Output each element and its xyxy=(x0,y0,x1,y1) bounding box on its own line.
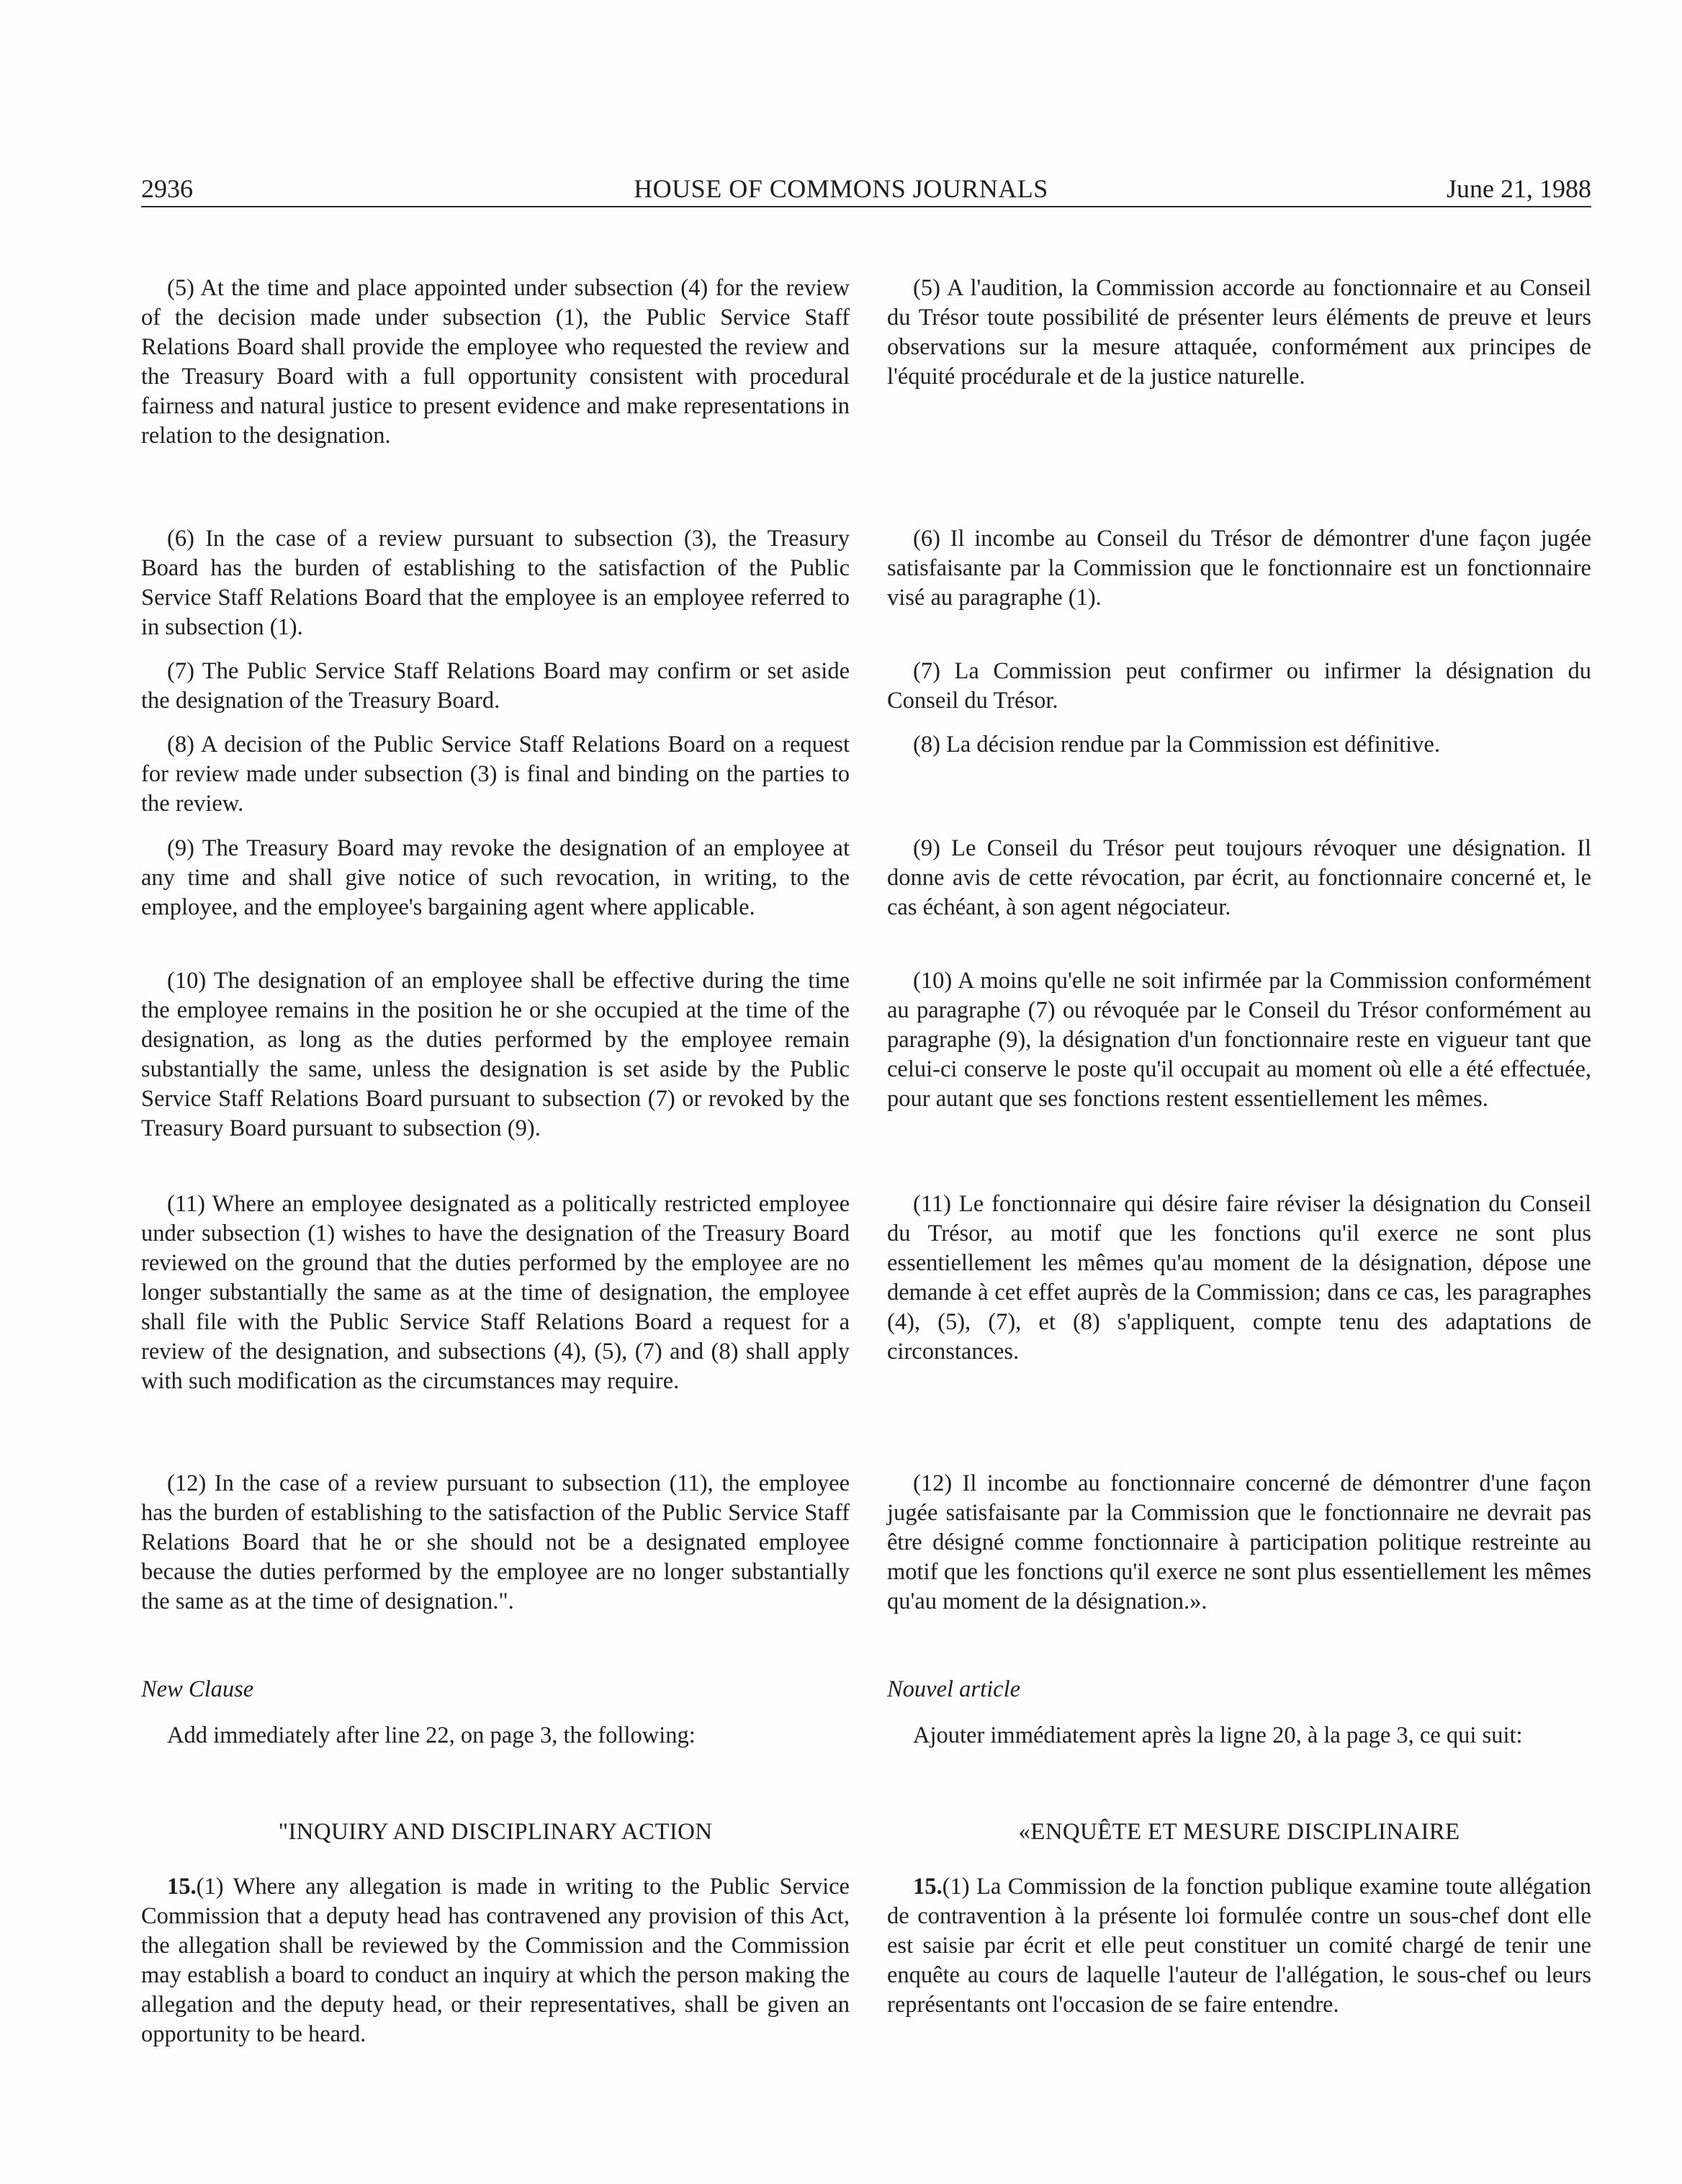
fr-subsection-11: (11) Le fonctionnaire qui désire faire réviser la désignation du Conseil du Trésor, au motif que les fonctions qu'il exerce ne sont plus essentiellement les mêmes qu'au moment de la désignation, dépose une demande à cet effet auprès de la Commission; dans ce cas, les paragraphes (4), (5), (7), et (8) s'appliquent, compte tenu des adaptations de circonstances. xyxy=(887,1191,1591,1365)
en-subsection-10: (10) The designation of an employee shall be effective during the time the employee remains in the position he or she occupied at the time of the designation, as long as the duties performed by the employee remain substantially the same, unless the designation is set aside by the Public Service Staff Relations Board pursuant to subsection (7) or revoked by the Treasury Board pursuant to subsection (9). xyxy=(141,968,850,1141)
fr-subsection-9: (9) Le Conseil du Trésor peut toujours révoquer une désignation. Il donne avis de cette révocation, par écrit, au fonctionnaire concerné et, le cas échéant, à son agent négociateur. xyxy=(887,835,1591,920)
en-subsection-6: (6) In the case of a review pursuant to subsection (3), the Treasury Board has the burden of establishing to the satisfaction of the Public Service Staff Relations Board that the employee is an employee referred to in subsection (1). xyxy=(141,526,850,640)
fr-subsection-8: (8) La décision rendue par la Commission est définitive. xyxy=(913,732,1440,758)
en-section-heading: "INQUIRY AND DISCIPLINARY ACTION xyxy=(278,1819,713,1845)
fr-subsection-5: (5) A l'audition, la Commission accorde au fonctionnaire et au Conseil du Trésor toute possibilité de présenter leurs éléments de preuve et leurs observations sur la mesure attaquée, conformément aux principes de l'équité procédurale et de la justice naturelle. xyxy=(887,275,1591,390)
en-new-clause-label: New Clause xyxy=(141,1676,254,1702)
en-subsection-7: (7) The Public Service Staff Relations Board may confirm or set aside the designation of the Treasury Board. xyxy=(141,658,850,714)
fr-new-clause-label: Nouvel article xyxy=(887,1676,1021,1702)
en-instruction: Add immediately after line 22, on page 3, the following: xyxy=(167,1722,696,1748)
page-number: 2936 xyxy=(141,174,193,203)
en-section-15-number: 15. xyxy=(167,1874,197,1900)
header-rule xyxy=(141,206,1591,207)
fr-subsection-6: (6) Il incombe au Conseil du Trésor de démontrer d'une façon jugée satisfaisante par la Commission que le fonctionnaire est un fonctionnaire visé au paragraphe (1). xyxy=(887,526,1591,611)
en-subsection-9: (9) The Treasury Board may revoke the designation of an employee at any time and shall give notice of such revocation, in writing, to the employee, and the employee's bargaining agent where applicable. xyxy=(141,835,850,920)
en-section-15 xyxy=(141,1872,850,2049)
fr-subsection-10: (10) A moins qu'elle ne soit infirmée par la Commission conformément au paragraphe (7) ou révoquée par le Conseil du Trésor conformément au paragraphe (9), la désignation d'un fonctionnaire reste en vigueur tant que celui-ci conserve le poste qu'il occupait au moment où elle a été effectuée, pour autant que ses fonctions restent essentiellement les mêmes. xyxy=(887,968,1591,1112)
en-subsection-12: (12) In the case of a review pursuant to subsection (11), the employee has the burden of establishing to the satisfaction of the Public Service Staff Relations Board that he or she should not be a designated employee because the duties performed by the employee are no longer substantially the same as at the time of designation.". xyxy=(141,1470,850,1614)
en-subsection-5: (5) At the time and place appointed under subsection (4) for the review of the decision made under subsection (1), the Public Service Staff Relations Board shall provide the employee who requested the review and the Treasury Board with a full opportunity consistent with procedural fairness and natural justice to present evidence and make representations in relation to the designation. xyxy=(141,275,850,449)
fr-section-15-text: (1) La Commission de la fonction publique examine toute allégation de contravention à la présente loi formulée contre un sous-chef dont elle est saisie par écrit et elle peut constituer un comité chargé de tenir une enquête au cours de laquelle l'auteur de l'allégation, le sous-chef ou leurs représentants ont l'occasion de se faire entendre. xyxy=(887,1874,1591,2018)
journal-date: June 21, 1988 xyxy=(1447,174,1591,203)
fr-subsection-12: (12) Il incombe au fonctionnaire concerné de démontrer d'une façon jugée satisfaisante par la Commission que le fonctionnaire ne devrait pas être désigné comme fonctionnaire à participation politique restreinte au motif que les fonctions qu'il exerce ne sont plus essentiellement les mêmes qu'au moment de la désignation.». xyxy=(887,1470,1591,1614)
fr-subsection-7: (7) La Commission peut confirmer ou infirmer la désignation du Conseil du Trésor. xyxy=(887,658,1591,714)
fr-section-heading: «ENQUÊTE ET MESURE DISCIPLINAIRE xyxy=(1018,1819,1460,1845)
fr-instruction: Ajouter immédiatement après la ligne 20, à la page 3, ce qui suit: xyxy=(913,1722,1523,1748)
en-subsection-8: (8) A decision of the Public Service Staff Relations Board on a request for review made under subsection (3) is final and binding on the parties to the review. xyxy=(141,732,850,817)
fr-section-15 xyxy=(887,1872,1591,2020)
en-subsection-11: (11) Where an employee designated as a politically restricted employee under subsection (1) wishes to have the designation of the Treasury Board reviewed on the ground that the duties performed by the employee are no longer substantially the same as at the time of designation, the employee shall file with the Public Service Staff Relations Board a request for a review of the designation, and subsections (4), (5), (7) and (8) shall apply with such modification as the circumstances may require. xyxy=(141,1191,850,1394)
journal-title: HOUSE OF COMMONS JOURNALS xyxy=(634,174,1048,203)
en-section-15-text: (1) Where any allegation is made in writing to the Public Service Commission that a deputy head has contravened any provision of this Act, the allegation shall be reviewed by the Commission and the Commission may establish a board to conduct an inquiry at which the person making the allegation and the deputy head, or their representatives, shall be given an opportunity to be heard. xyxy=(141,1874,850,2047)
fr-section-15-number: 15. xyxy=(913,1874,943,1900)
